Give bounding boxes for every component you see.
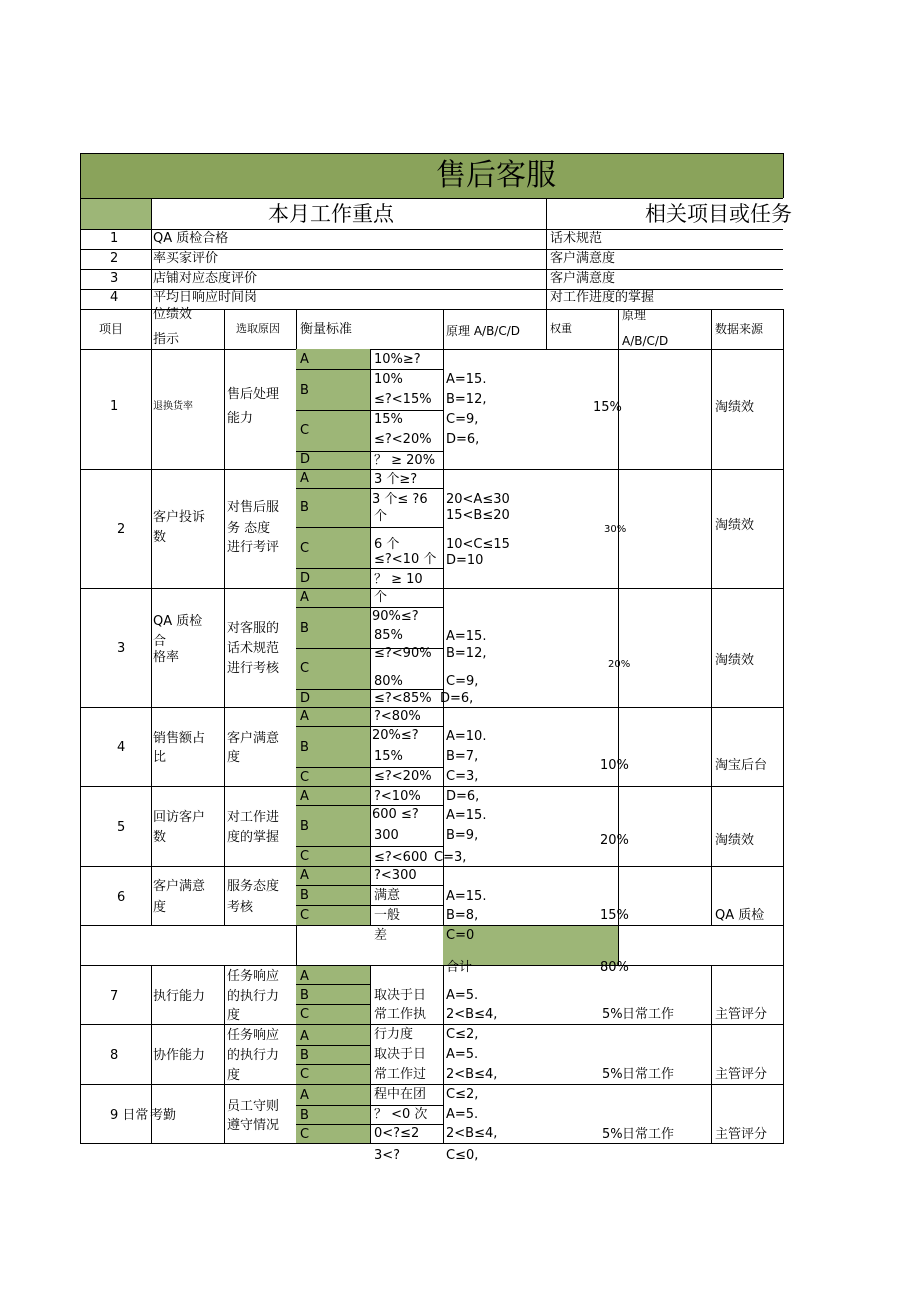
grid-line bbox=[80, 153, 81, 1143]
kpi6-principle-2: B=8, bbox=[446, 908, 479, 923]
task8-no: 8 bbox=[110, 1048, 119, 1063]
kpi1-reason-2: 能力 bbox=[227, 411, 254, 426]
task9-grade-c: C bbox=[300, 1127, 310, 1142]
kpi2-reason-2: 务 态度 bbox=[227, 521, 271, 536]
kpi6-principle-1: A=15. bbox=[446, 889, 487, 904]
task7-grade-a: A bbox=[300, 969, 309, 984]
focus-related-3: 客户满意度 bbox=[550, 271, 616, 286]
kpi2-crit-3: 个 bbox=[374, 509, 388, 524]
kpi6-no: 6 bbox=[117, 890, 126, 905]
kpi1-source: 淘绩效 bbox=[715, 400, 755, 415]
kpi4-weight: 10% bbox=[600, 758, 629, 773]
task7-principle-2: 2<B≤4, bbox=[446, 1007, 498, 1022]
kpi3-source: 淘绩效 bbox=[715, 653, 755, 668]
task7-reason-3: 度 bbox=[227, 1008, 241, 1023]
kpi6-reason-1: 服务态度 bbox=[227, 879, 280, 894]
task7-name: 执行能力 bbox=[153, 989, 206, 1004]
focus-related-2: 客户满意度 bbox=[550, 251, 616, 266]
kpi1-crit-5: ≤?<20% bbox=[374, 432, 432, 447]
grid-line bbox=[80, 588, 783, 589]
col-reason: 选取原因 bbox=[236, 322, 280, 335]
kpi3-reason-2: 话术规范 bbox=[227, 641, 280, 656]
task7-reason-1: 任务响应 bbox=[227, 969, 280, 984]
grid-line bbox=[80, 1143, 783, 1144]
kpi5-source: 淘绩效 bbox=[715, 833, 755, 848]
kpi2-reason-3: 进行考评 bbox=[227, 540, 280, 555]
grid-line bbox=[370, 866, 371, 925]
grid-line bbox=[443, 309, 444, 1144]
kpi6-source: QA 质检 bbox=[715, 908, 765, 923]
task9-no: 9 日常 bbox=[110, 1108, 149, 1123]
kpi2-crit-1: 3 个≥? bbox=[374, 472, 418, 487]
subtotal-principle: C=0 bbox=[446, 928, 475, 943]
kpi3-crit-1: 个 bbox=[374, 590, 388, 605]
kpi2-grade-a: A bbox=[300, 471, 309, 486]
grid-line bbox=[80, 349, 783, 350]
kpi3-crit-2: 90%≤? bbox=[372, 609, 419, 624]
focus-related-1: 话术规范 bbox=[550, 231, 603, 246]
kpi3-crit-4: ≤?<90% bbox=[374, 646, 432, 661]
kpi3-weight: 20% bbox=[608, 659, 631, 670]
task8-source: 主管评分 bbox=[715, 1067, 768, 1082]
kpi6-reason-2: 考核 bbox=[227, 900, 254, 915]
kpi3-grade-b: B bbox=[300, 621, 309, 636]
kpi2-grade-c: C bbox=[300, 541, 310, 556]
footer-crit: 3<? bbox=[374, 1148, 401, 1163]
grid-line bbox=[370, 707, 371, 786]
kpi2-principle-3: 10<C≤15 bbox=[446, 537, 510, 552]
kpi5-reason-2: 度的掌握 bbox=[227, 830, 280, 845]
header-focus: 本月工作重点 bbox=[268, 202, 394, 226]
kpi1-grade-b: B bbox=[300, 383, 309, 398]
subtotal-label: 合计 bbox=[446, 960, 473, 975]
task7-principle-1: A=5. bbox=[446, 988, 479, 1003]
col-principle: 原理 A/B/C/D bbox=[446, 324, 521, 338]
kpi1-grade-d: D bbox=[300, 452, 311, 467]
kpi3-principle-1: A=15. bbox=[446, 629, 487, 644]
kpi6-name-2: 度 bbox=[153, 900, 167, 915]
kpi4-crit-2: 20%≤? bbox=[372, 728, 419, 743]
subtotal-total: 80% bbox=[600, 960, 629, 975]
col-measure: 衡量标准 bbox=[300, 322, 353, 337]
grid-line bbox=[151, 309, 152, 925]
kpi2-weight: 30% bbox=[604, 524, 627, 535]
grid-line bbox=[546, 309, 547, 349]
task9-name: 考勤 bbox=[150, 1108, 177, 1123]
task8-principle-3: 2<B≤4, bbox=[446, 1067, 498, 1082]
kpi3-name-2: 合 bbox=[153, 634, 167, 649]
kpi3-grade-d: D bbox=[300, 691, 311, 706]
kpi4-reason-1: 客户满意 bbox=[227, 731, 280, 746]
task8-grade-c: C bbox=[300, 1067, 310, 1082]
kpi6-crit-2: 满意 bbox=[374, 888, 401, 903]
col-principle2a: 原理 bbox=[622, 308, 647, 322]
kpi5-grade-c: C bbox=[300, 849, 310, 864]
grid-line bbox=[80, 153, 783, 154]
task7-reason-2: 的执行力 bbox=[227, 989, 280, 1004]
task7-no: 7 bbox=[110, 989, 119, 1004]
focus-related-4: 对工作进度的掌握 bbox=[550, 290, 655, 305]
focus-no-1: 1 bbox=[110, 231, 119, 246]
task9-source: 主管评分 bbox=[715, 1127, 768, 1142]
task8-weight: 5% bbox=[602, 1067, 623, 1082]
kpi3-no: 3 bbox=[117, 641, 126, 656]
grid-line bbox=[370, 588, 371, 707]
kpi5-name-2: 数 bbox=[153, 830, 167, 845]
kpi3-grade-c: C bbox=[300, 661, 310, 676]
kpi4-principle-1: A=10. bbox=[446, 729, 487, 744]
task9-reason-2: 遵守情况 bbox=[227, 1118, 280, 1133]
kpi6-weight: 15% bbox=[600, 908, 629, 923]
grid-line bbox=[370, 965, 371, 1144]
task8-crit-1: 行力度 bbox=[374, 1027, 414, 1042]
grid-line bbox=[370, 349, 371, 469]
title-band bbox=[80, 153, 783, 198]
kpi2-name-2: 数 bbox=[153, 530, 167, 545]
kpi1-no: 1 bbox=[110, 399, 119, 414]
kpi6-grade-a: A bbox=[300, 868, 309, 883]
kpi3-reason-3: 进行考核 bbox=[227, 661, 280, 676]
task7-grade-b: B bbox=[300, 988, 309, 1003]
kpi6-grade-b: B bbox=[300, 888, 309, 903]
task8-reason-2: 的执行力 bbox=[227, 1048, 280, 1063]
kpi3-name-1: QA 质检 bbox=[153, 614, 203, 629]
grid-line bbox=[783, 153, 784, 198]
kpi3-crit-3: 85% bbox=[374, 628, 403, 643]
footer-principle: C≤0, bbox=[446, 1148, 479, 1163]
kpi5-principle-4: C=3, bbox=[434, 850, 467, 865]
task7-crit-2: 常工作执 bbox=[374, 1007, 427, 1022]
grid-line bbox=[80, 1084, 783, 1085]
task9-grade-b: B bbox=[300, 1108, 309, 1123]
task8-principle-2: A=5. bbox=[446, 1047, 479, 1062]
task7-crit-1: 取决于日 bbox=[374, 988, 427, 1003]
grid-line bbox=[80, 965, 783, 966]
grid-line bbox=[80, 198, 783, 199]
kpi5-grade-b: B bbox=[300, 819, 309, 834]
kpi1-principle-2: B=12, bbox=[446, 392, 487, 407]
kpi4-source: 淘宝后台 bbox=[715, 758, 768, 773]
task9-principle-2: A=5. bbox=[446, 1107, 479, 1122]
task9-crit-2: ？ <0 次 bbox=[374, 1107, 428, 1122]
subtotal-crit: 差 bbox=[374, 928, 388, 943]
kpi5-name-1: 回访客户 bbox=[153, 810, 206, 825]
focus-no-4: 4 bbox=[110, 290, 119, 305]
col-kpi-b: 指示 bbox=[153, 332, 180, 347]
kpi2-crit-6: ？ ≥ 10 bbox=[374, 572, 423, 587]
focus-item-1: QA 质检合格 bbox=[153, 231, 229, 246]
kpi4-reason-2: 度 bbox=[227, 750, 241, 765]
kpi2-crit-2: 3 个≤ ?6 bbox=[372, 492, 428, 507]
kpi3-crit-6: ≤?<85% bbox=[374, 691, 432, 706]
kpi2-grade-b: B bbox=[300, 500, 309, 515]
kpi1-reason-1: 售后处理 bbox=[227, 387, 280, 402]
task9-crit-3: 0<?≤2 bbox=[374, 1126, 420, 1141]
kpi3-reason-1: 对客服的 bbox=[227, 621, 280, 636]
kpi5-principle-3: B=9, bbox=[446, 828, 479, 843]
kpi4-crit-4: ≤?<20% bbox=[374, 769, 432, 784]
kpi4-crit-3: 15% bbox=[374, 749, 403, 764]
kpi3-principle-2: B=12, bbox=[446, 646, 487, 661]
kpi1-principle-4: D=6, bbox=[446, 432, 480, 447]
kpi2-principle-1: 20<A≤30 bbox=[446, 492, 510, 507]
task9-crit-1: 程中在团 bbox=[374, 1087, 427, 1102]
task8-grade-b: B bbox=[300, 1048, 309, 1063]
kpi5-crit-3: 300 bbox=[374, 828, 399, 843]
kpi4-crit-1: ?<80% bbox=[374, 709, 421, 724]
kpi4-name-1: 销售额占 bbox=[153, 731, 206, 746]
task8-name: 协作能力 bbox=[153, 1048, 206, 1063]
task8-weight-note: 日常工作 bbox=[622, 1067, 675, 1082]
kpi2-name-1: 客户投诉 bbox=[153, 510, 206, 525]
grid-line bbox=[370, 469, 371, 588]
kpi4-grade-c: C bbox=[300, 770, 310, 785]
header-related: 相关项目或任务 bbox=[645, 202, 792, 226]
kpi1-crit-6: ？ ≥ 20% bbox=[374, 453, 436, 468]
col-weight: 权重 bbox=[550, 322, 572, 335]
task7-source: 主管评分 bbox=[715, 1007, 768, 1022]
task9-principle-1: C≤2, bbox=[446, 1087, 479, 1102]
kpi4-principle-3: C=3, bbox=[446, 769, 479, 784]
task8-crit-3: 常工作过 bbox=[374, 1067, 427, 1082]
kpi2-principle-2: 15<B≤20 bbox=[446, 508, 510, 523]
kpi5-no: 5 bbox=[117, 820, 126, 835]
task8-reason-1: 任务响应 bbox=[227, 1028, 280, 1043]
kpi5-crit-2: 600 ≤? bbox=[372, 807, 419, 822]
focus-no-3: 3 bbox=[110, 271, 119, 286]
kpi2-crit-5: ≤?<10 个 bbox=[374, 552, 437, 567]
kpi1-crit-1: 10%≥? bbox=[374, 352, 421, 367]
grid-line bbox=[711, 965, 712, 1144]
task9-weight: 5% bbox=[602, 1127, 623, 1142]
task7-grade-c: C bbox=[300, 1007, 310, 1022]
kpi3-grade-a: A bbox=[300, 590, 309, 605]
kpi6-grade-c: C bbox=[300, 908, 310, 923]
header-left-cell bbox=[80, 198, 151, 229]
grid-line bbox=[80, 1024, 783, 1025]
focus-no-2: 2 bbox=[110, 251, 119, 266]
grid-line bbox=[370, 786, 371, 866]
kpi1-principle-1: A=15. bbox=[446, 372, 487, 387]
focus-item-4: 平均日响应时间岗 bbox=[153, 290, 258, 305]
kpi6-crit-3: 一般 bbox=[374, 908, 401, 923]
kpi5-crit-4: ≤?<600 bbox=[374, 850, 428, 865]
task8-crit-2: 取决于日 bbox=[374, 1047, 427, 1062]
task8-principle-1: C≤2, bbox=[446, 1027, 479, 1042]
kpi4-grade-b: B bbox=[300, 740, 309, 755]
kpi1-name: 退换货率 bbox=[153, 401, 193, 412]
kpi1-grade-c: C bbox=[300, 423, 310, 438]
kpi4-no: 4 bbox=[117, 740, 126, 755]
grid-line bbox=[80, 866, 783, 867]
grid-line bbox=[711, 309, 712, 925]
col-principle2b: A/B/C/D bbox=[622, 334, 669, 348]
grid-line bbox=[151, 198, 152, 309]
task9-principle-3: 2<B≤4, bbox=[446, 1126, 498, 1141]
focus-item-2: 率买家评价 bbox=[153, 251, 219, 266]
grid-line bbox=[224, 309, 225, 925]
task9-weight-note: 日常工作 bbox=[622, 1127, 675, 1142]
kpi2-principle-4: D=10 bbox=[446, 553, 484, 568]
kpi4-principle-2: B=7, bbox=[446, 749, 479, 764]
page-title: 售后客服 bbox=[436, 158, 556, 193]
col-project: 项目 bbox=[99, 322, 124, 336]
kpi1-crit-4: 15% bbox=[374, 412, 403, 427]
kpi3-principle-4: D=6, bbox=[440, 691, 474, 706]
kpi1-principle-3: C=9, bbox=[446, 412, 479, 427]
task9-reason-1: 员工守则 bbox=[227, 1099, 280, 1114]
kpi5-principle-1: D=6, bbox=[446, 789, 480, 804]
task7-weight-note: 日常工作 bbox=[622, 1007, 675, 1022]
grid-line bbox=[80, 925, 783, 926]
kpi1-weight: 15% bbox=[593, 400, 622, 415]
kpi5-crit-1: ?<10% bbox=[374, 789, 421, 804]
kpi5-principle-2: A=15. bbox=[446, 808, 487, 823]
task8-grade-a: A bbox=[300, 1029, 309, 1044]
kpi2-grade-d: D bbox=[300, 571, 311, 586]
kpi6-crit-1: ?<300 bbox=[374, 868, 417, 883]
task9-grade-a: A bbox=[300, 1088, 309, 1103]
kpi5-reason-1: 对工作进 bbox=[227, 810, 280, 825]
kpi1-crit-3: ≤?<15% bbox=[374, 392, 432, 407]
kpi2-crit-4: 6 个 bbox=[374, 537, 400, 552]
task7-weight: 5% bbox=[602, 1007, 623, 1022]
kpi5-weight: 20% bbox=[600, 833, 629, 848]
kpi3-crit-5: 80% bbox=[374, 674, 403, 689]
kpi1-crit-2: 10% bbox=[374, 372, 403, 387]
kpi2-source: 淘绩效 bbox=[715, 518, 755, 533]
kpi5-grade-a: A bbox=[300, 789, 309, 804]
grid-line bbox=[783, 309, 784, 1144]
kpi1-grade-a: A bbox=[300, 352, 309, 367]
grid-line bbox=[546, 198, 547, 309]
grid-line bbox=[224, 965, 225, 1144]
col-source: 数据来源 bbox=[715, 322, 764, 336]
kpi6-name-1: 客户满意 bbox=[153, 879, 206, 894]
kpi4-name-2: 比 bbox=[153, 750, 167, 765]
col-kpi-a: 位绩效 bbox=[153, 307, 193, 322]
kpi3-principle-3: C=9, bbox=[446, 674, 479, 689]
kpi2-reason-1: 对售后服 bbox=[227, 500, 280, 515]
focus-item-3: 店铺对应态度评价 bbox=[153, 271, 258, 286]
kpi3-name-3: 格率 bbox=[153, 650, 180, 665]
kpi2-no: 2 bbox=[117, 522, 126, 537]
kpi4-grade-a: A bbox=[300, 709, 309, 724]
task8-reason-3: 度 bbox=[227, 1068, 241, 1083]
